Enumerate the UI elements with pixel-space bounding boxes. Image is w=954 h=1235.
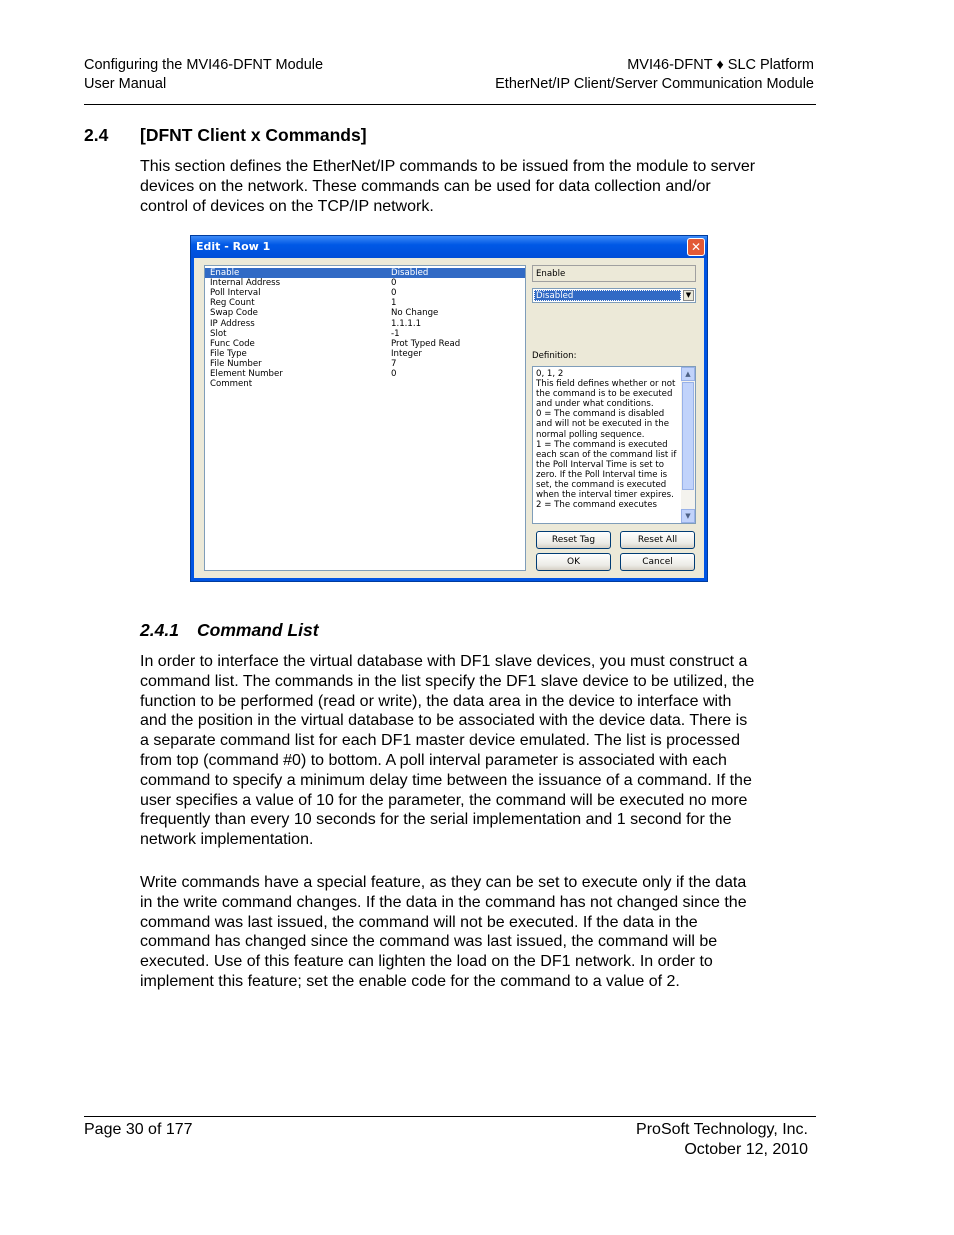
parameter-value: 0 [391,288,397,299]
company-name: ProSoft Technology, Inc. [636,1121,808,1138]
parameter-value: 7 [391,358,397,369]
section-number: 2.4 [84,125,109,145]
page-header-left [84,56,323,94]
product-platform: MVI46-DFNT ♦ SLC Platform [627,57,814,73]
cancel-button[interactable]: Cancel [620,553,695,571]
parameter-row[interactable] [205,349,525,359]
edit-row-dialog [190,235,708,582]
parameter-value: Disabled [391,268,429,278]
publish-date: October 12, 2010 [684,1140,808,1158]
parameter-name: IP Address [210,318,255,329]
scroll-down-icon[interactable]: ▼ [681,509,695,523]
parameter-value: 0 [391,369,397,379]
section-heading [84,125,367,146]
reset-tag-button[interactable]: Reset Tag [536,531,611,549]
parameter-row[interactable] [205,329,525,339]
parameter-name: File Type [210,348,247,359]
parameter-row[interactable] [205,268,525,278]
parameter-value: Integer [391,348,422,359]
parameter-row[interactable] [205,359,525,369]
ok-button[interactable]: OK [536,553,611,571]
parameter-name: Internal Address [210,278,281,289]
parameter-row[interactable] [205,278,525,288]
close-icon[interactable]: ✕ [687,238,705,256]
subsection-number: 2.4.1 [140,620,179,640]
parameter-value: 0 [391,278,397,289]
parameter-value: 1.1.1.1 [391,318,422,329]
selected-value-text: Disabled [536,291,574,301]
field-name: Enable [536,269,566,279]
parameter-value: No Change [391,308,439,319]
reset-all-button[interactable]: Reset All [620,531,695,549]
subsection-title: Command List [197,620,319,640]
dialog-titlebar [191,236,707,258]
parameter-name: Func Code [210,338,255,349]
doc-subtitle: User Manual [84,76,167,92]
parameter-name: Swap Code [210,308,258,319]
definition-scrollbar[interactable] [681,367,695,523]
parameter-name: Poll Interval [210,288,261,299]
parameter-value: Prot Typed Read [391,338,461,349]
parameter-row[interactable] [205,308,525,318]
scroll-up-icon[interactable]: ▲ [681,367,695,381]
command-list-paragraph-1: In order to interface the virtual database with DF1 slave devices, you must construct a command list. The commands in the list specify the DF1 slave device to be utilized, the function to be performed (read or write), the data area in the device to interface with and the position in the virtual database to be associated with the device data. There is a separate command list for each DF1 master device emulated. The list is processed from top (command #0) to bottom. A poll interval parameter is associated with each command to specify a minimum delay time between the issuance of a command. If the user specifies a value of 10 for the parameter, the command will be executed no more frequently than every 10 seconds for the serial implementation and 1 second for the network implementation. [140,653,755,849]
scroll-thumb[interactable] [682,382,694,490]
page-footer-right [636,1120,808,1159]
header-divider [84,104,816,105]
definition-textbox[interactable] [532,366,696,524]
dialog-title: Edit - Row 1 [196,240,271,253]
parameter-name: Enable [210,268,240,278]
footer-divider [84,1116,816,1117]
section-intro: This section defines the EtherNet/IP commands to be issued from the module to server devices on the network. These commands can be used for data collection and/or control of devices on the TCP/IP network. [140,158,756,215]
product-description: EtherNet/IP Client/Server Communication Module [495,76,814,92]
command-list-paragraph-2: Write commands have a special feature, as they can be set to execute only if the data in the write command changes. If the data in the command has not changed since the command was last issued, the command will not be executed. If the data in the command has changed since the command was last issued, the command will be executed. Use of this feature can lighten the load on the DF1 network. In order to implement this feature; set the enable code for the command to a value of 2. [140,874,747,990]
subsection-heading [140,620,319,641]
parameter-value: 1 [391,298,397,309]
page-header-right [495,56,814,94]
parameter-name: Element Number [210,369,283,379]
parameter-row[interactable] [205,319,525,329]
definition-label: Definition: [532,351,577,361]
doc-title: Configuring the MVI46-DFNT Module [84,57,324,73]
definition-text: 0, 1, 2 This field defines whether or not the command is to be executed and under what conditions. 0 = The command is disabled and will not be executed in the normal polling sequence. 1 = The command is executed each scan of the command list if the Poll Interval Time is set to zero. If the Poll Interval time is set, the command is executed when the interval timer expires. 2 = The command executes [536,369,677,511]
page-number: Page 30 of 177 [84,1121,193,1138]
parameter-name: File Number [210,358,262,369]
parameter-name: Comment [210,379,253,390]
field-name-box [532,265,696,282]
parameter-row[interactable] [205,379,525,389]
parameter-name: Slot [210,328,227,339]
section-title: [DFNT Client x Commands] [140,125,367,145]
parameter-value: -1 [391,328,400,339]
parameter-row[interactable] [205,288,525,298]
parameter-row[interactable] [205,369,525,379]
selected-value [534,290,681,301]
field-value-dropdown[interactable] [532,288,696,303]
parameter-list[interactable] [204,265,526,571]
parameter-name: Reg Count [210,298,255,309]
parameter-row[interactable] [205,339,525,349]
parameter-row[interactable] [205,298,525,308]
chevron-down-icon[interactable]: ▼ [683,290,694,301]
dialog-body [194,258,704,578]
